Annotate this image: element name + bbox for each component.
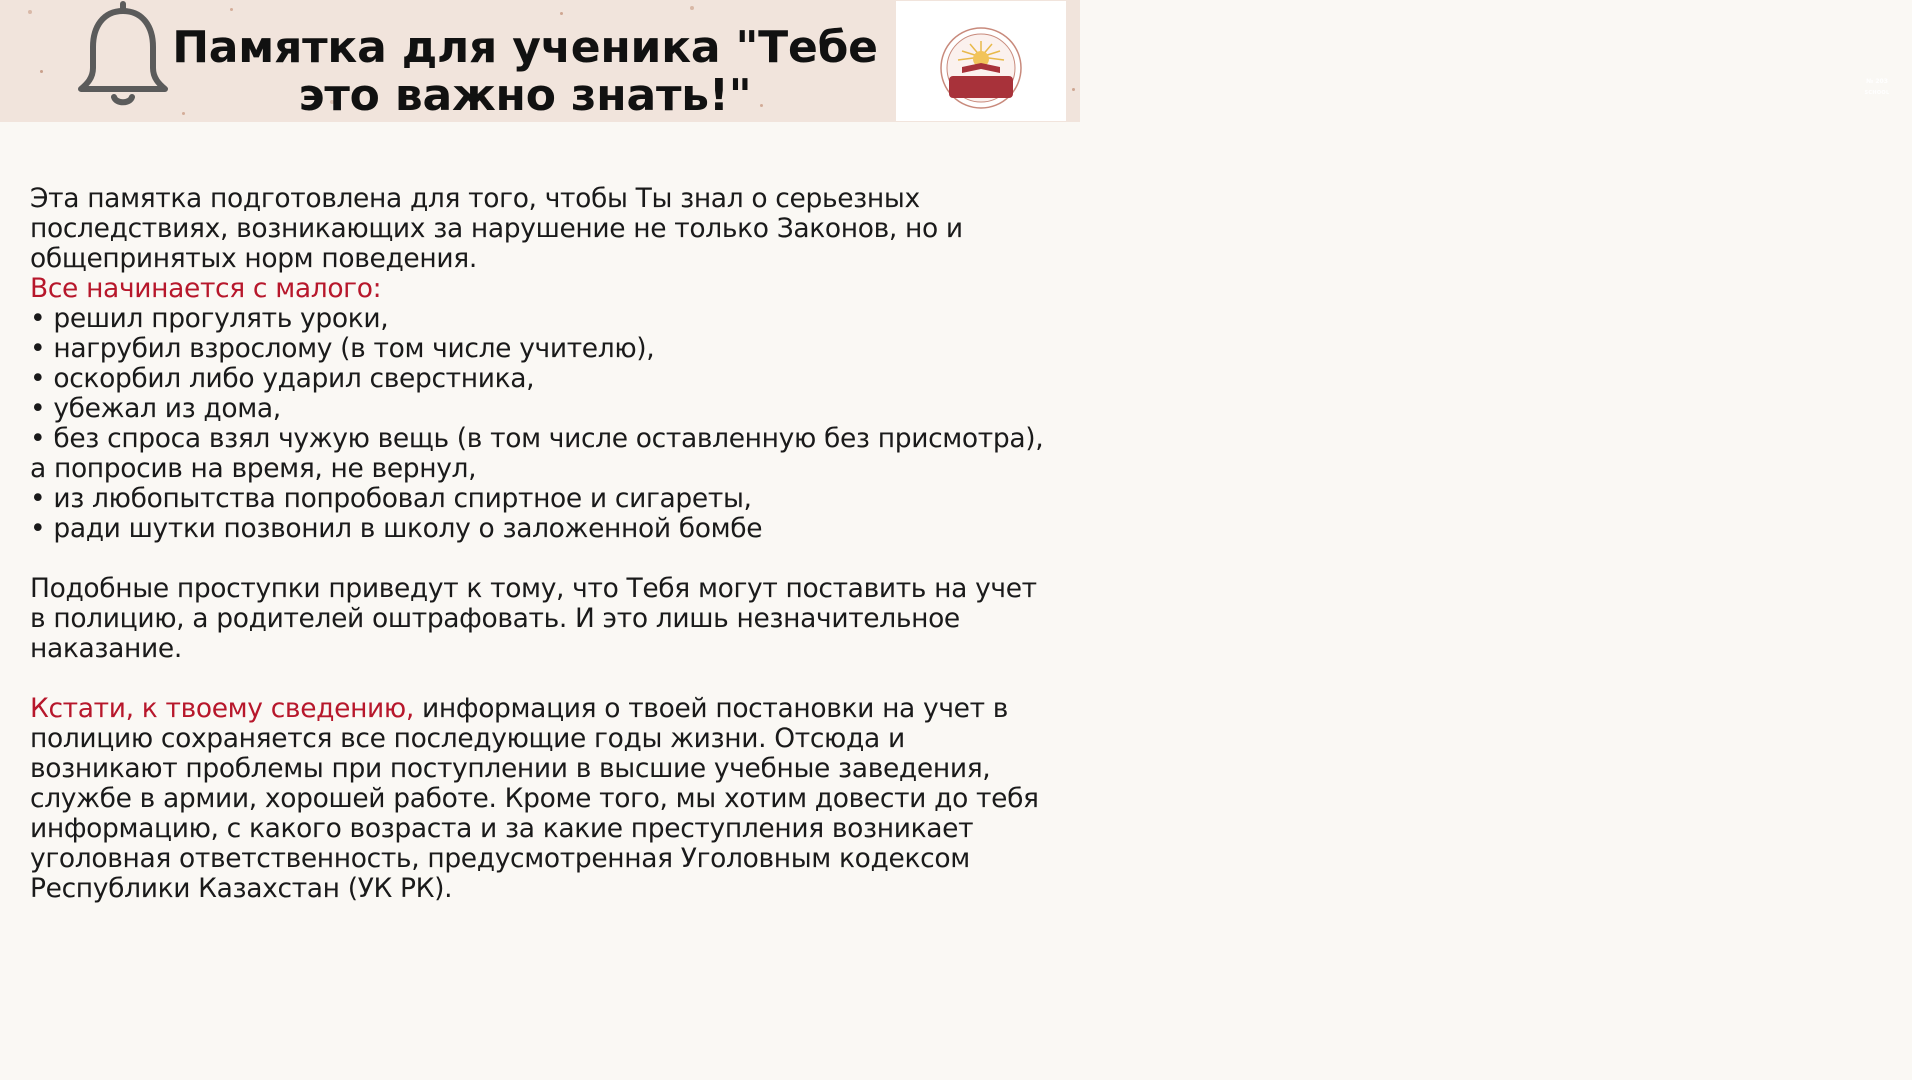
misconduct-list [30, 304, 1050, 544]
logo-number: № 203 [1866, 78, 1888, 85]
logo-school-label: SCHOOL [1864, 90, 1890, 96]
note-text: информация о твоей постановки на учет в полицию сохраняется все последующие годы жизни. Отсюда и возникают проблемы при поступлении в высшие учебные заведения, службе в армии, хорошей работе. Кроме того, мы хотим довести до тебя информацию, с какого возраста и за какие преступления возникает уголовная ответственность, предусмотренная Уголовным кодексом Республики Казахстан (УК РК). [30, 693, 1039, 904]
school-emblem-icon [940, 27, 1022, 109]
intro-paragraph: Эта памятка подготовлена для того, чтобы Ты знал о серьезных последствиях, возникающих за нарушение не только Законов, но и общепринятых норм поведения. [30, 183, 963, 274]
bell-icon [76, 0, 170, 108]
list-item: • оскорбил либо ударил сверстника, [30, 363, 535, 394]
list-heading: Все начинается с малого: [30, 273, 382, 304]
list-item: • нагрубил взрослому (в том числе учителю), [30, 333, 655, 364]
list-item: • ради шутки позвонил в школу о заложенной бомбе [30, 513, 763, 544]
school-logo [896, 1, 1890, 121]
spacer [30, 664, 1050, 694]
list-item: • из любопытства попробовал спиртное и сигареты, [30, 483, 752, 514]
list-item: • убежал из дома, [30, 393, 281, 424]
title-line-1: Памятка для ученика "Тебе [172, 22, 878, 73]
page-title [170, 24, 880, 120]
consequence-paragraph: Подобные проступки приведут к тому, что Тебя могут поставить на учет в полицию, а родителей оштрафовать. И это лишь незначительное наказание. [30, 573, 1037, 664]
memo-body [30, 184, 1050, 904]
list-item: • решил прогулять уроки, [30, 303, 389, 334]
note-paragraph [30, 694, 1050, 904]
title-line-2: это важно знать!" [298, 70, 752, 121]
spacer [30, 544, 1050, 574]
note-highlight: Кстати, к твоему сведению, [30, 693, 414, 724]
list-item: • без спроса взял чужую вещь (в том числе оставленную без присмотра), а попросив на время, не вернул, [30, 423, 1044, 484]
